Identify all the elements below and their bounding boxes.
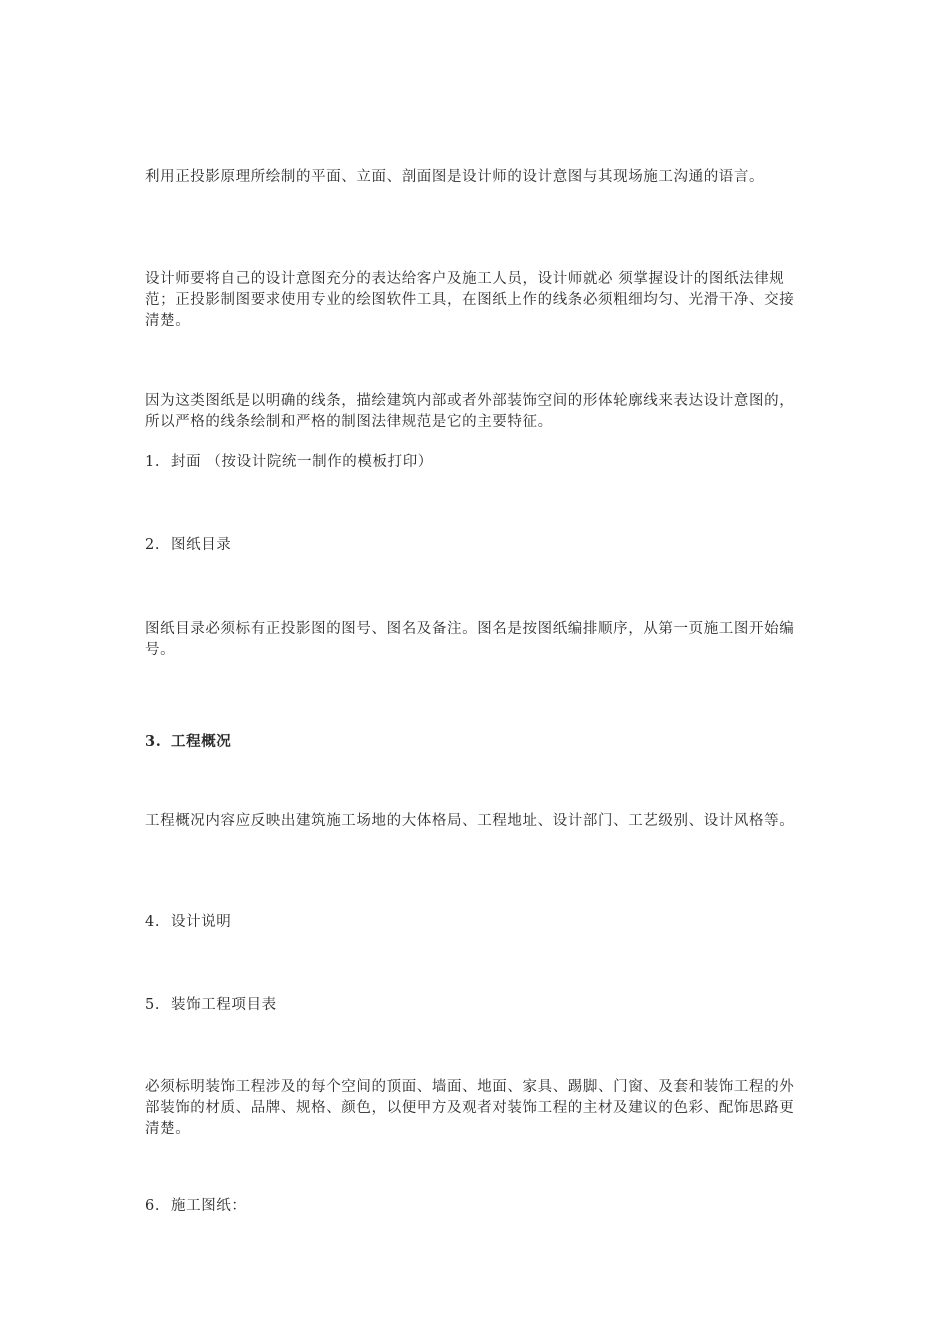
heading-decoration-items: [145, 995, 277, 1016]
heading-design-notes: [145, 912, 231, 933]
paragraph-line-features: 因为这类图纸是以明确的线条，描绘建筑内部或者外部装饰空间的形体轮廓线来表达设计意图的，所以严格的线条绘制和严格的制图法律规范是它的主要特征。: [145, 393, 795, 430]
paragraph-drawing-index: 图纸目录必须标有正投影图的图号、图名及备注。图名是按图纸编排顺序，从第一页施工图开始编号。: [145, 621, 795, 658]
heading-number: 5.: [145, 997, 161, 1013]
heading-project-overview: [145, 731, 231, 752]
paragraph-project-overview: 工程概况内容应反映出建筑施工场地的大体格局、工程地址、设计部门、工艺级别、设计风格等。: [145, 813, 795, 829]
heading-text: 工程概况: [171, 733, 232, 750]
heading-drawing-index: [145, 535, 231, 556]
heading-text: 图纸目录: [171, 537, 232, 553]
heading-text: 施工图纸：: [171, 1198, 247, 1214]
heading-construction-drawings: [145, 1196, 247, 1217]
heading-text: 封面 （按设计院统一制作的模板打印）: [171, 454, 433, 470]
heading-number: 6.: [145, 1198, 161, 1214]
paragraph-decoration-items: 必须标明装饰工程涉及的每个空间的顶面、墙面、地面、家具、踢脚、门窗、及套和装饰工程的外部装饰的材质、品牌、规格、颜色，以便甲方及观者对装饰工程的主材及建议的色彩、配饰思路更清楚。: [145, 1079, 795, 1137]
heading-text: 装饰工程项目表: [171, 997, 277, 1013]
heading-text: 设计说明: [171, 914, 232, 930]
heading-number: 1.: [145, 454, 161, 470]
paragraph-drawing-standards: 设计师要将自己的设计意图充分的表达给客户及施工人员，设计师就必 须掌握设计的图纸法律规范；正投影制图要求使用专业的绘图软件工具，在图纸上作的线条必须粗细均匀、光滑干净、交接清楚。: [145, 271, 795, 329]
heading-number: 2.: [145, 537, 161, 553]
paragraph-orthographic-drawings: 利用正投影原理所绘制的平面、立面、剖面图是设计师的设计意图与其现场施工沟通的语言。: [145, 169, 765, 185]
heading-number: 3.: [145, 733, 162, 750]
heading-number: 4.: [145, 914, 161, 930]
heading-cover: [145, 452, 433, 473]
